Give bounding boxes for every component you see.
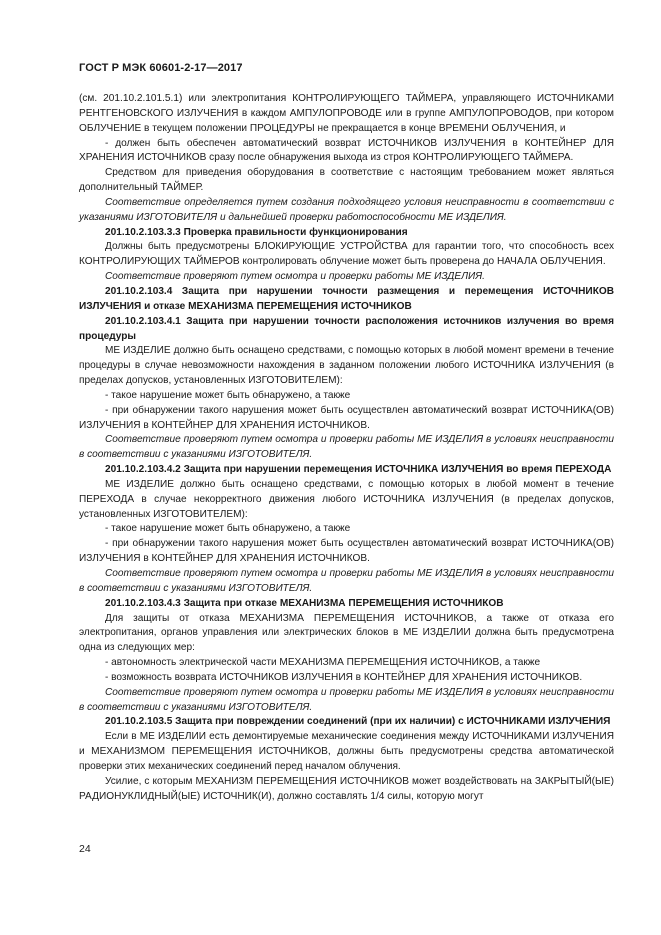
- section-heading: 201.10.2.103.4.1 Защита при нарушении точности расположения источников излучения во время процедуры: [79, 315, 614, 342]
- paragraph: - автономность электрической части МЕХАНИЗМА ПЕРЕМЕЩЕНИЯ ИСТОЧНИКОВ, а также: [105, 657, 541, 669]
- paragraph: МЕ ИЗДЕЛИЕ должно быть оснащено средствами, с помощью которых в любой момент времени в течение процедуры в случае невозможности нахождения в заданном положении любого ИСТОЧНИКА ИЗЛУЧЕНИЯ (в пределах допусков, установленных ИЗГОТОВИТЕЛЕМ):: [79, 345, 614, 387]
- paragraph: - при обнаружении такого нарушения может быть осуществлен автоматический возврат ИСТОЧНИКА(ОВ) ИЗЛУЧЕНИЯ в КОНТЕЙНЕР ДЛЯ ХРАНЕНИЯ ИСТОЧНИКОВ.: [79, 538, 614, 565]
- paragraph: - при обнаружении такого нарушения может быть осуществлен автоматический возврат ИСТОЧНИКА(ОВ) ИЗЛУЧЕНИЯ в КОНТЕЙНЕР ДЛЯ ХРАНЕНИЯ ИСТОЧНИКОВ.: [79, 404, 614, 431]
- paragraph: (см. 201.10.2.101.5.1) или электропитания КОНТРОЛИРУЮЩЕГО ТАЙМЕРА, управляющего ИСТОЧНИКАМИ РЕНТГЕНОВСКОГО ИЗЛУЧЕНИЯ в каждом АМПУЛОПРОВОДЕ или в группе АМПУЛОПРОВОДОВ, при котором ОБЛУЧЕНИЕ в текущем положении ПРОЦЕДУРЫ не прекращается в конце ВРЕМЕНИ ОБЛУЧЕНИЯ, и: [79, 93, 614, 134]
- paragraph: Для защиты от отказа МЕХАНИЗМА ПЕРЕМЕЩЕНИЯ ИСТОЧНИКОВ, а также от отказа его электропитания, органов управления или электрических блоков в МЕ ИЗДЕЛИИ должна быть предусмотрена одна из следующих мер:: [79, 612, 614, 654]
- section-heading: 201.10.2.103.4.3 Защита при отказе МЕХАНИЗМА ПЕРЕМЕЩЕНИЯ ИСТОЧНИКОВ: [105, 597, 504, 609]
- paragraph: - такое нарушение может быть обнаружено, а также: [105, 389, 351, 401]
- paragraph: Должны быть предусмотрены БЛОКИРУЮЩИЕ УСТРОЙСТВА для гарантии того, что способность всех КОНТРОЛИРУЮЩИХ ТАЙМЕРОВ контролировать облучение может быть проверена до НАЧАЛА ОБЛУЧЕНИЯ.: [79, 241, 614, 268]
- document-header: ГОСТ Р МЭК 60601-2-17—2017: [79, 62, 243, 74]
- page-number: 24: [79, 843, 91, 855]
- compliance-note: Соответствие определяется путем создания подходящего условия неисправности в соответствии с указаниями ИЗГОТОВИТЕЛЯ и дальнейшей проверки работоспособности МЕ ИЗДЕЛИЯ.: [79, 196, 614, 223]
- compliance-note: Соответствие проверяют путем осмотра и проверки работы МЕ ИЗДЕЛИЯ.: [105, 271, 485, 283]
- paragraph: Средством для приведения оборудования в соответствие с настоящим требованием может являться дополнительный ТАЙМЕР.: [79, 167, 614, 194]
- paragraph: - должен быть обеспечен автоматический возврат ИСТОЧНИКОВ ИЗЛУЧЕНИЯ в КОНТЕЙНЕР ДЛЯ ХРАНЕНИЯ ИСТОЧНИКОВ сразу после обнаружения выхода из строя КОНТРОЛИРУЮЩЕГО ТАЙМЕРА.: [79, 137, 614, 164]
- section-heading: 201.10.2.103.5 Защита при повреждении соединений (при их наличии) с ИСТОЧНИКАМИ ИЗЛУЧЕНИЯ: [105, 716, 611, 728]
- document-body: [79, 92, 614, 805]
- section-heading: 201.10.2.103.4 Защита при нарушении точности размещения и перемещения ИСТОЧНИКОВ ИЗЛУЧЕНИЯ и отказе МЕХАНИЗМА ПЕРЕМЕЩЕНИЯ ИСТОЧНИКОВ: [79, 285, 614, 312]
- paragraph: МЕ ИЗДЕЛИЕ должно быть оснащено средствами, с помощью которых в любой момент в течение ПЕРЕХОДА в случае некорректного движения любого ИСТОЧНИКА ИЗЛУЧЕНИЯ (в пределах допусков, установленных ИЗГОТОВИТЕЛЕМ):: [79, 478, 614, 520]
- paragraph: - возможность возврата ИСТОЧНИКОВ ИЗЛУЧЕНИЯ в КОНТЕЙНЕР ДЛЯ ХРАНЕНИЯ ИСТОЧНИКОВ.: [105, 671, 583, 683]
- compliance-note: Соответствие проверяют путем осмотра и проверки работы МЕ ИЗДЕЛИЯ в условиях неисправности в соответствии с указаниями ИЗГОТОВИТЕЛЯ.: [79, 686, 614, 713]
- paragraph: - такое нарушение может быть обнаружено, а также: [105, 523, 351, 535]
- compliance-note: Соответствие проверяют путем осмотра и проверки работы МЕ ИЗДЕЛИЯ в условиях неисправности в соответствии с указаниями ИЗГОТОВИТЕЛЯ.: [79, 434, 614, 461]
- section-heading: 201.10.2.103.4.2 Защита при нарушении перемещения ИСТОЧНИКА ИЗЛУЧЕНИЯ во время ПЕРЕХОДА: [105, 464, 612, 476]
- paragraph: Усилие, с которым МЕХАНИЗМ ПЕРЕМЕЩЕНИЯ ИСТОЧНИКОВ может воздействовать на ЗАКРЫТЫЙ(ЫЕ) РАДИОНУКЛИДНЫЙ(ЫЕ) ИСТОЧНИК(И), должно составлять 1/4 силы, которую могут: [79, 775, 614, 802]
- paragraph: Если в МЕ ИЗДЕЛИИ есть демонтируемые механические соединения между ИСТОЧНИКАМИ ИЗЛУЧЕНИЯ и МЕХАНИЗМОМ ПЕРЕМЕЩЕНИЯ ИСТОЧНИКОВ, должны быть предусмотрены средства автоматической проверки этих механических соединений перед началом облучения.: [79, 731, 614, 772]
- compliance-note: Соответствие проверяют путем осмотра и проверки работы МЕ ИЗДЕЛИЯ в условиях неисправности в соответствии с указаниями ИЗГОТОВИТЕЛЯ.: [79, 568, 614, 594]
- section-heading: 201.10.2.103.3.3 Проверка правильности функционирования: [105, 226, 408, 238]
